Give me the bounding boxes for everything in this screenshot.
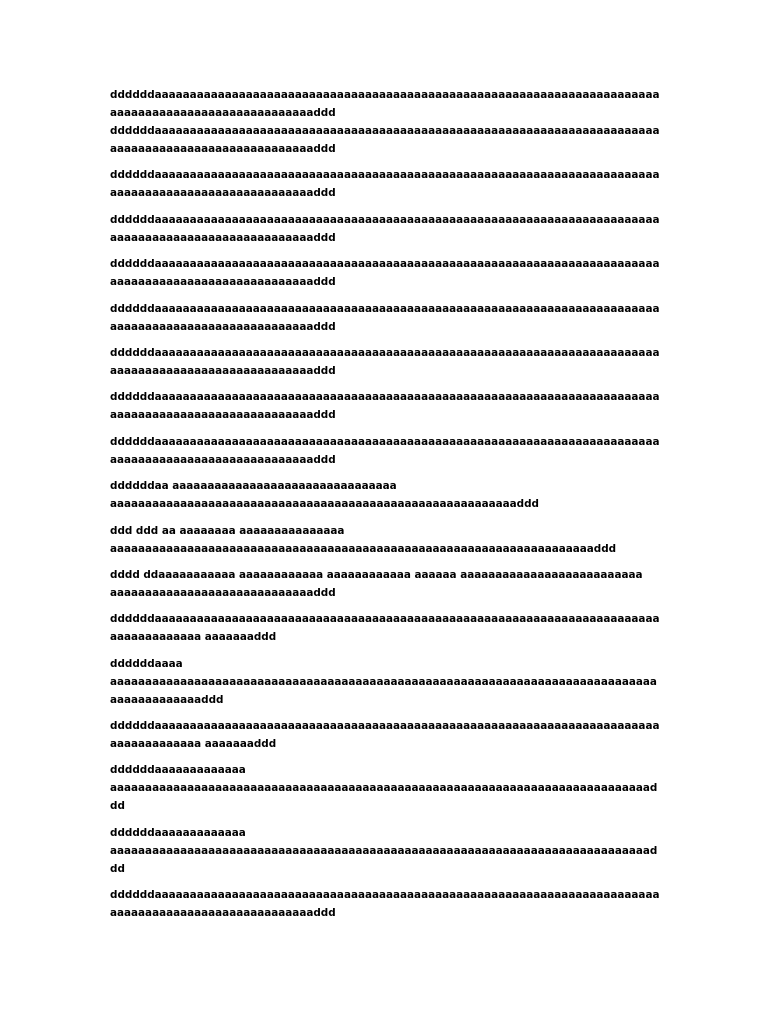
paragraph: ddddddaaaaaaaaaaaaaaaaaaaaaaaaaaaaaaaaaaaaaaaaaaaaaaaaaaaaaaaaaaaaaaaaaaaaaaaaaaaaaaaaaaaaa aaaaaaaddd	[110, 720, 660, 751]
paragraph: ddddddaaaa aaaaaaaaaaaaaaaaaaaaaaaaaaaaaaaaaaaaaaaaaaaaaaaaaaaaaaaaaaaaaaaaaaaaaaaaaaaaaaaaaaaaaaaaaaaddd	[110, 657, 657, 706]
paragraph: ddddddaaaaaaaaaaaaaaaaaaaaaaaaaaaaaaaaaaaaaaaaaaaaaaaaaaaaaaaaaaaaaaaaaaaaaaaaaaaaaaaaaaaaaaaaaaaaaaaaaaaaaddd	[110, 213, 660, 244]
paragraph: ddddddaaaaaaaaaaaaaaaaaaaaaaaaaaaaaaaaaaaaaaaaaaaaaaaaaaaaaaaaaaaaaaaaaaaaaaaaaaaaaaaaaaaaaaaaaaaaaaaaaaaaaddd	[110, 89, 660, 119]
paragraph: dddd ddaaaaaaaaaaa aaaaaaaaaaaa aaaaaaaaaaaa aaaaaa aaaaaaaaaaaaaaaaaaaaaaaaaa aaaaaaaaaaaaaaaaaaaaaaaaaaaaaddd	[110, 568, 643, 599]
paragraph: ddddddaaaaaaaaaaaaaaaaaaaaaaaaaaaaaaaaaaaaaaaaaaaaaaaaaaaaaaaaaaaaaaaaaaaaaaaaaaaaaaaaaaaaaaaaaaaaaaaaaaaaaddd	[110, 391, 660, 422]
paragraph: ddddddaaaaaaaaaaaaaaaaaaaaaaaaaaaaaaaaaaaaaaaaaaaaaaaaaaaaaaaaaaaaaaaaaaaaaaaaaaaaaaaaaaaaaaaaaaaaaaaaaaaaaddd	[110, 435, 660, 466]
paragraph: ddddddaaaaaaaaaaaaaaaaaaaaaaaaaaaaaaaaaaaaaaaaaaaaaaaaaaaaaaaaaaaaaaaaaaaaaaaaaaaaaaaaaaaaaaaaaaaaaaaaaaaaaddd	[110, 889, 660, 920]
document-page	[110, 86, 662, 931]
paragraph: ddddddaaaaaaaaaaaaaaaaaaaaaaaaaaaaaaaaaaaaaaaaaaaaaaaaaaaaaaaaaaaaaaaaaaaaaaaaaaaaaaaaaaaaaaaaaaaaaaaaaaaaaddd	[110, 258, 660, 289]
paragraph: ddddddaaaaaaaaaaaaaaaaaaaaaaaaaaaaaaaaaaaaaaaaaaaaaaaaaaaaaaaaaaaaaaaaaaaaaaaaaaaaaaaaaaaaaaaaaaaaaaaaaaaaaddd	[110, 125, 660, 155]
paragraph: ddddddaaaaaaaaaaaaaaaaaaaaaaaaaaaaaaaaaaaaaaaaaaaaaaaaaaaaaaaaaaaaaaaaaaaaaaaaaaaaaaaaaaaaaaaaaaaaaaaaaaaaaddd	[110, 302, 660, 333]
paragraph: ddddddaaaaaaaaaaaaa aaaaaaaaaaaaaaaaaaaaaaaaaaaaaaaaaaaaaaaaaaaaaaaaaaaaaaaaaaaaaaaaaaaaaaaaaaaaaddd	[110, 764, 658, 813]
paragraph: ddd ddd aa aaaaaaaa aaaaaaaaaaaaaaa aaaaaaaaaaaaaaaaaaaaaaaaaaaaaaaaaaaaaaaaaaaaaaaaaaaaaaaaaaaaaaaaaaaaaddd	[110, 524, 617, 555]
paragraph: ddddddaa aaaaaaaaaaaaaaaaaaaaaaaaaaaaaaaa aaaaaaaaaaaaaaaaaaaaaaaaaaaaaaaaaaaaaaaaaaaaaaaaaaaaaaaaaaddd	[110, 480, 539, 511]
paragraph: ddddddaaaaaaaaaaaaa aaaaaaaaaaaaaaaaaaaaaaaaaaaaaaaaaaaaaaaaaaaaaaaaaaaaaaaaaaaaaaaaaaaaaaaaaaaaaddd	[110, 826, 658, 875]
paragraph: ddddddaaaaaaaaaaaaaaaaaaaaaaaaaaaaaaaaaaaaaaaaaaaaaaaaaaaaaaaaaaaaaaaaaaaaaaaaaaaaaaaaaaaaaaaaaaaaaaaaaaaaaddd	[110, 169, 660, 200]
paragraph: ddddddaaaaaaaaaaaaaaaaaaaaaaaaaaaaaaaaaaaaaaaaaaaaaaaaaaaaaaaaaaaaaaaaaaaaaaaaaaaaaaaaaaaaa aaaaaaaddd	[110, 613, 660, 644]
paragraph: ddddddaaaaaaaaaaaaaaaaaaaaaaaaaaaaaaaaaaaaaaaaaaaaaaaaaaaaaaaaaaaaaaaaaaaaaaaaaaaaaaaaaaaaaaaaaaaaaaaaaaaaaddd	[110, 346, 660, 377]
